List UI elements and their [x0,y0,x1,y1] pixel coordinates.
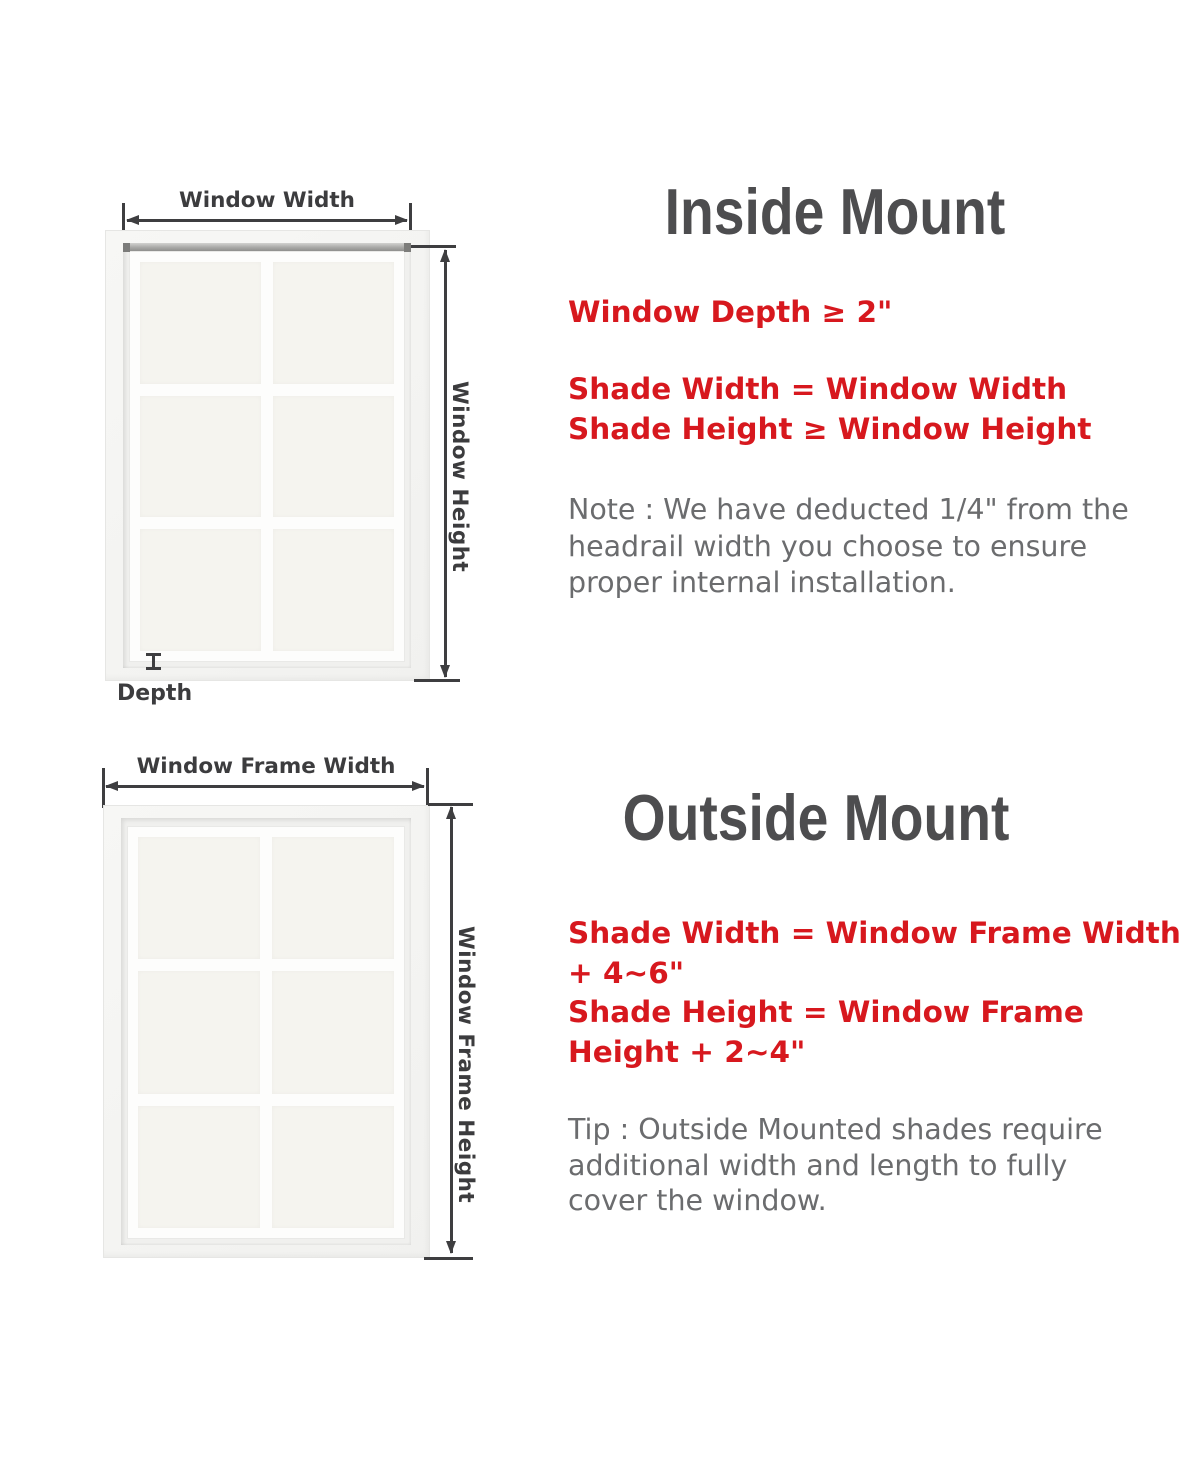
window-pane [272,971,394,1093]
shade-headrail-icon [123,243,411,251]
window-pane [273,262,394,384]
window-height-label: Window Height [447,381,472,573]
tip-line: Tip : Outside Mounted shades require [568,1113,1103,1146]
window-pane [140,396,261,518]
inside-mount-title: Inside Mount [664,175,1006,248]
window-width-label: Window Width [179,188,355,213]
note-line: Note : We have deducted 1/4" from the [568,493,1129,526]
note-line: headrail width you choose to ensure [568,529,1088,563]
depth-label: Depth [117,681,193,706]
note-line: proper internal installation. [568,566,956,599]
tip-line: additional width and length to fully [568,1148,1068,1182]
outside-shade-width-rule: + 4~6" [568,955,685,990]
inside-mount-window-illustration [105,230,430,681]
window-width-arrow [127,219,407,222]
corner-line-bottom [414,679,460,682]
measure-tick-right [426,768,429,808]
window-sash [127,826,405,1239]
outside-size-rules [568,914,1181,1072]
depth-ibeam-icon [146,653,161,670]
corner-line-top [411,245,456,248]
window-pane [138,1106,260,1228]
inside-shade-height-rule: Shade Height ≥ Window Height [568,412,1092,446]
window-pane [138,971,260,1093]
outside-tip [568,1112,1103,1219]
window-pane [273,396,394,518]
outside-mount-window-illustration [103,805,430,1258]
window-sash [129,251,405,662]
inside-depth-rule: Window Depth ≥ 2" [568,295,893,329]
window-pane [272,1106,394,1228]
window-pane [272,837,394,959]
inside-note [568,492,1129,602]
window-pane [140,529,261,651]
window-pane [140,262,261,384]
window-frame-height-label: Window Frame Height [453,926,478,1204]
window-frame-width-label: Window Frame Width [136,754,396,779]
tip-line: cover the window. [568,1184,827,1217]
outside-shade-width-rule: Shade Width = Window Frame Width [568,916,1181,950]
inside-size-rules [568,369,1091,449]
window-pane [138,837,260,959]
corner-line-bottom [424,1257,473,1260]
outside-mount-title: Outside Mount [622,781,1010,854]
outside-shade-height-rule: Shade Height = Window Frame [568,995,1084,1029]
window-frame-width-arrow [106,785,424,788]
outside-shade-height-rule: Height + 2~4" [568,1034,806,1069]
inside-shade-width-rule: Shade Width = Window Width [568,372,1068,406]
window-pane [273,529,394,651]
